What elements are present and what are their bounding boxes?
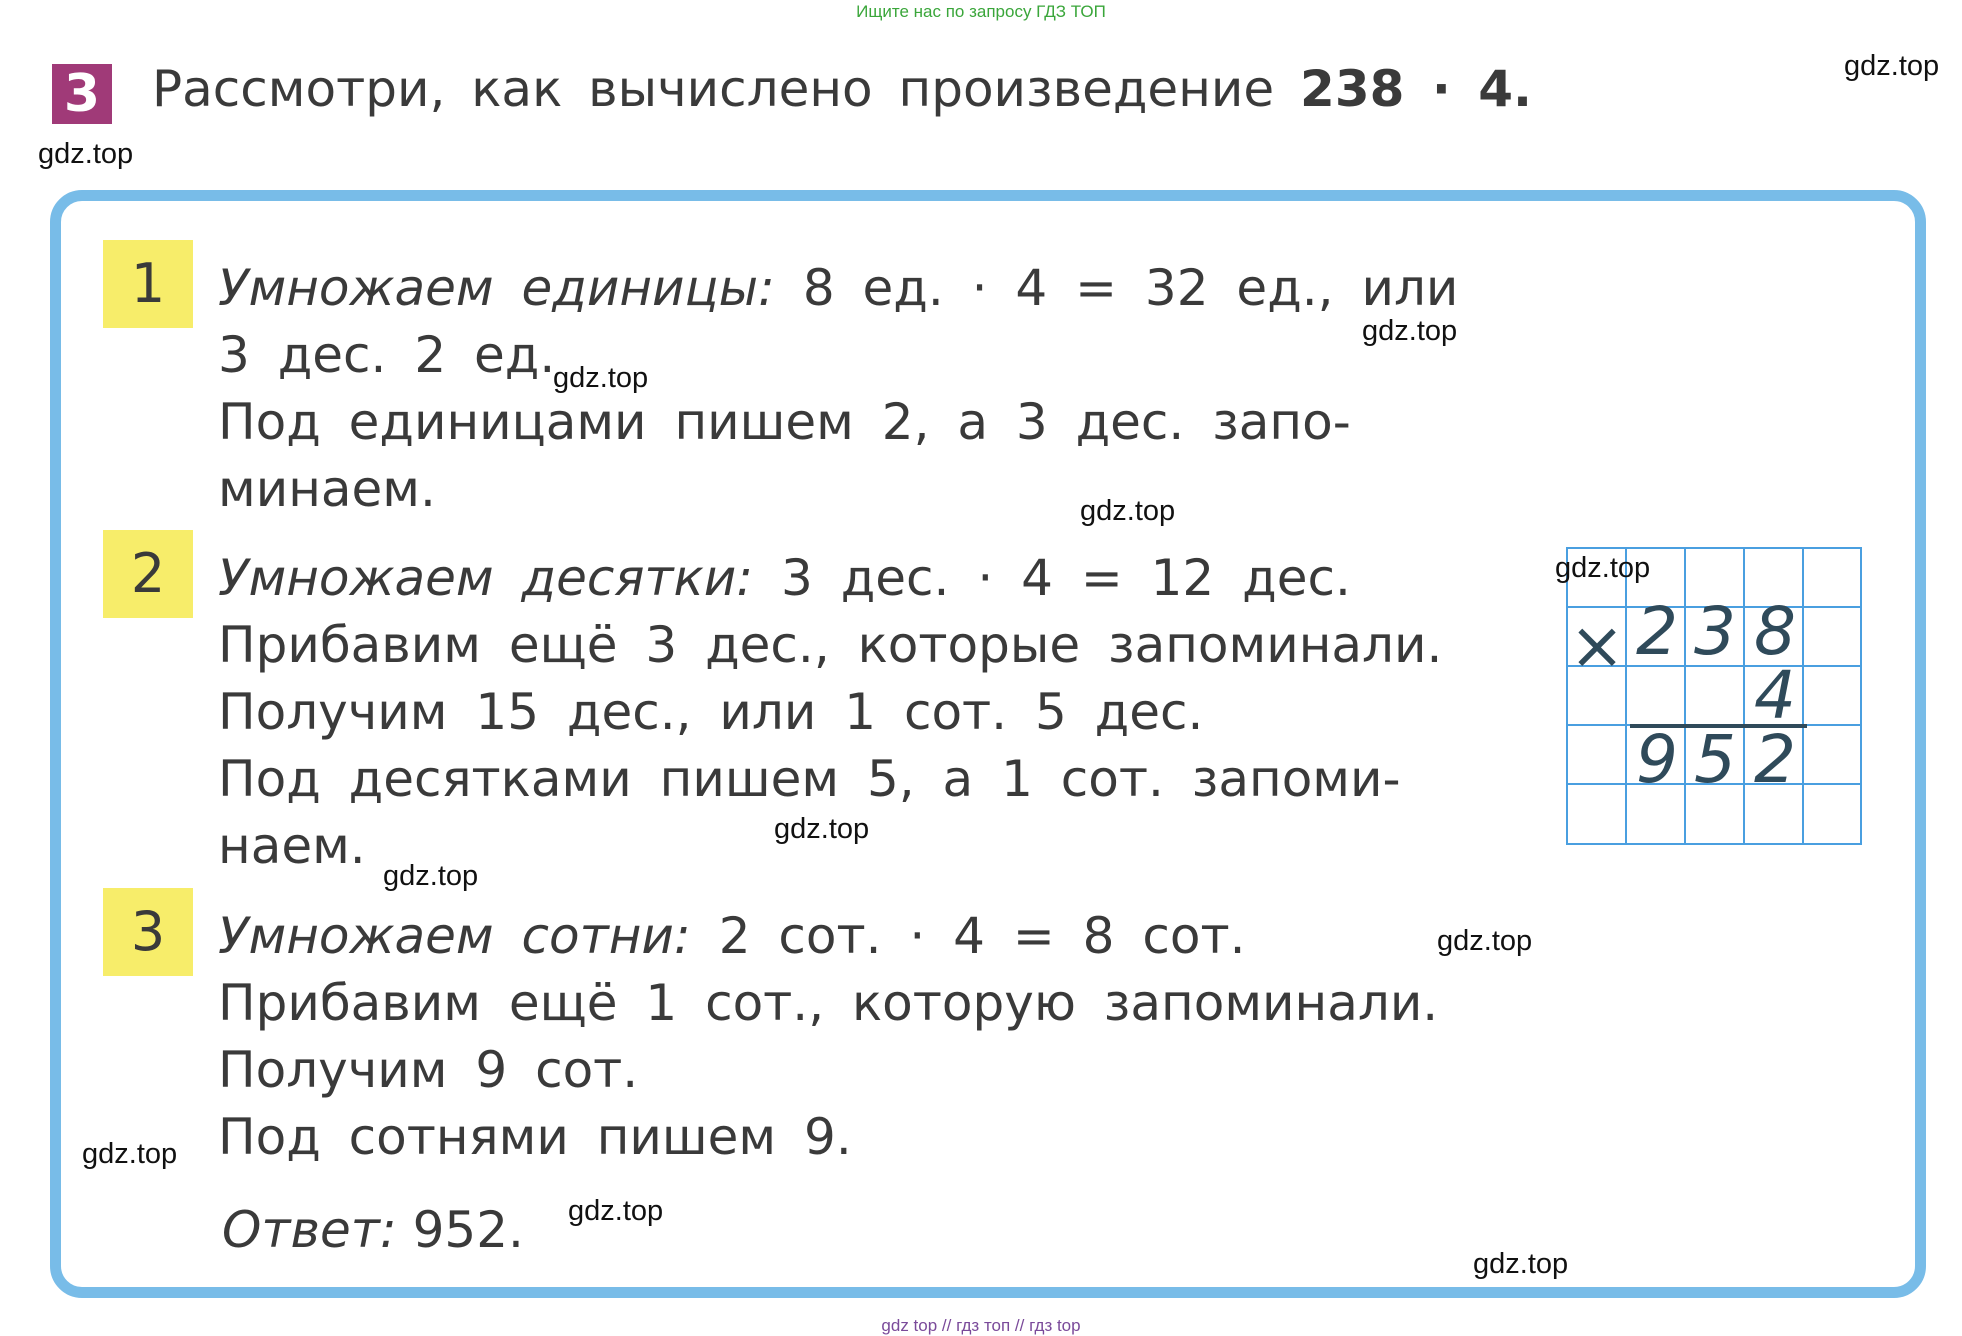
multiplicand-digit: 2 bbox=[1636, 593, 1678, 670]
result-digit: 9 bbox=[1636, 721, 1678, 798]
step-1-text bbox=[218, 255, 1458, 523]
watermark: gdz.top bbox=[553, 362, 649, 394]
step-1-lead: Умножаем единицы: bbox=[218, 259, 775, 317]
watermark: gdz.top bbox=[82, 1138, 178, 1170]
watermark: gdz.top bbox=[1362, 315, 1458, 347]
watermark: gdz.top bbox=[1844, 50, 1940, 82]
watermark: gdz.top bbox=[1437, 925, 1533, 957]
answer-label: Ответ: bbox=[222, 1201, 397, 1259]
step-badge-2: 2 bbox=[103, 530, 193, 618]
step-2-first-line bbox=[218, 545, 1442, 612]
result-digit: 2 bbox=[1754, 721, 1796, 798]
watermark: gdz.top bbox=[1473, 1248, 1569, 1280]
step-2-lead: Умножаем десятки: bbox=[218, 549, 754, 607]
watermark: gdz.top bbox=[1555, 552, 1651, 584]
step-badge-1: 1 bbox=[103, 240, 193, 328]
step-3-line: Под сотнями пишем 9. bbox=[218, 1108, 852, 1166]
task-title-expression: 238 · 4. bbox=[1300, 60, 1533, 118]
footer-links: gdz top // гдз топ // гдз top bbox=[881, 1316, 1081, 1335]
multiplicand-digit: 8 bbox=[1754, 593, 1796, 670]
step-2-line: Под десятками пишем 5, а 1 сот. запоми- bbox=[218, 750, 1401, 808]
step-2-lead-rest: 3 дес. · 4 = 12 дес. bbox=[781, 549, 1351, 607]
watermark: gdz.top bbox=[774, 813, 870, 845]
step-1-lead-rest: 8 ед. · 4 = 32 ед., или bbox=[802, 259, 1459, 317]
top-banner: Ищите нас по запросу ГДЗ ТОП bbox=[856, 2, 1106, 21]
watermark: gdz.top bbox=[568, 1195, 664, 1227]
step-badge-3: 3 bbox=[103, 888, 193, 976]
step-3-first-line bbox=[218, 903, 1438, 970]
step-3-lead-rest: 2 сот. · 4 = 8 сот. bbox=[718, 907, 1246, 965]
result-digit: 5 bbox=[1694, 721, 1736, 798]
step-3-line: Получим 9 сот. bbox=[218, 1041, 639, 1099]
multiplicand-digit: 3 bbox=[1694, 593, 1736, 670]
task-title bbox=[152, 54, 1532, 124]
watermark: gdz.top bbox=[383, 860, 479, 892]
step-3-text bbox=[218, 903, 1438, 1171]
step-2-line: Прибавим ещё 3 дес., которые запоминали. bbox=[218, 616, 1443, 674]
step-3-line: Прибавим ещё 1 сот., которую запоминали. bbox=[218, 974, 1439, 1032]
step-1-line: 3 дес. 2 ед. bbox=[218, 326, 556, 384]
watermark: gdz.top bbox=[1080, 495, 1176, 527]
column-multiplication bbox=[1565, 546, 1865, 852]
step-1-line: минаем. bbox=[218, 460, 436, 518]
answer-value: 952. bbox=[412, 1201, 524, 1259]
step-2-line: Получим 15 дес., или 1 сот. 5 дес. bbox=[218, 683, 1204, 741]
step-2-line: наем. bbox=[218, 817, 366, 875]
answer bbox=[222, 1195, 524, 1265]
step-1-line: Под единицами пишем 2, а 3 дес. запо- bbox=[218, 393, 1351, 451]
watermark: gdz.top bbox=[38, 138, 134, 170]
task-number: 3 bbox=[52, 64, 112, 124]
multiplier-digit: 4 bbox=[1754, 657, 1796, 734]
multiply-sign: × bbox=[1569, 607, 1625, 684]
step-1-first-line bbox=[218, 255, 1458, 322]
step-3-lead: Умножаем сотни: bbox=[218, 907, 691, 965]
task-title-text: Рассмотри, как вычислено произведение bbox=[152, 60, 1275, 118]
grid-paper bbox=[1565, 546, 1865, 848]
